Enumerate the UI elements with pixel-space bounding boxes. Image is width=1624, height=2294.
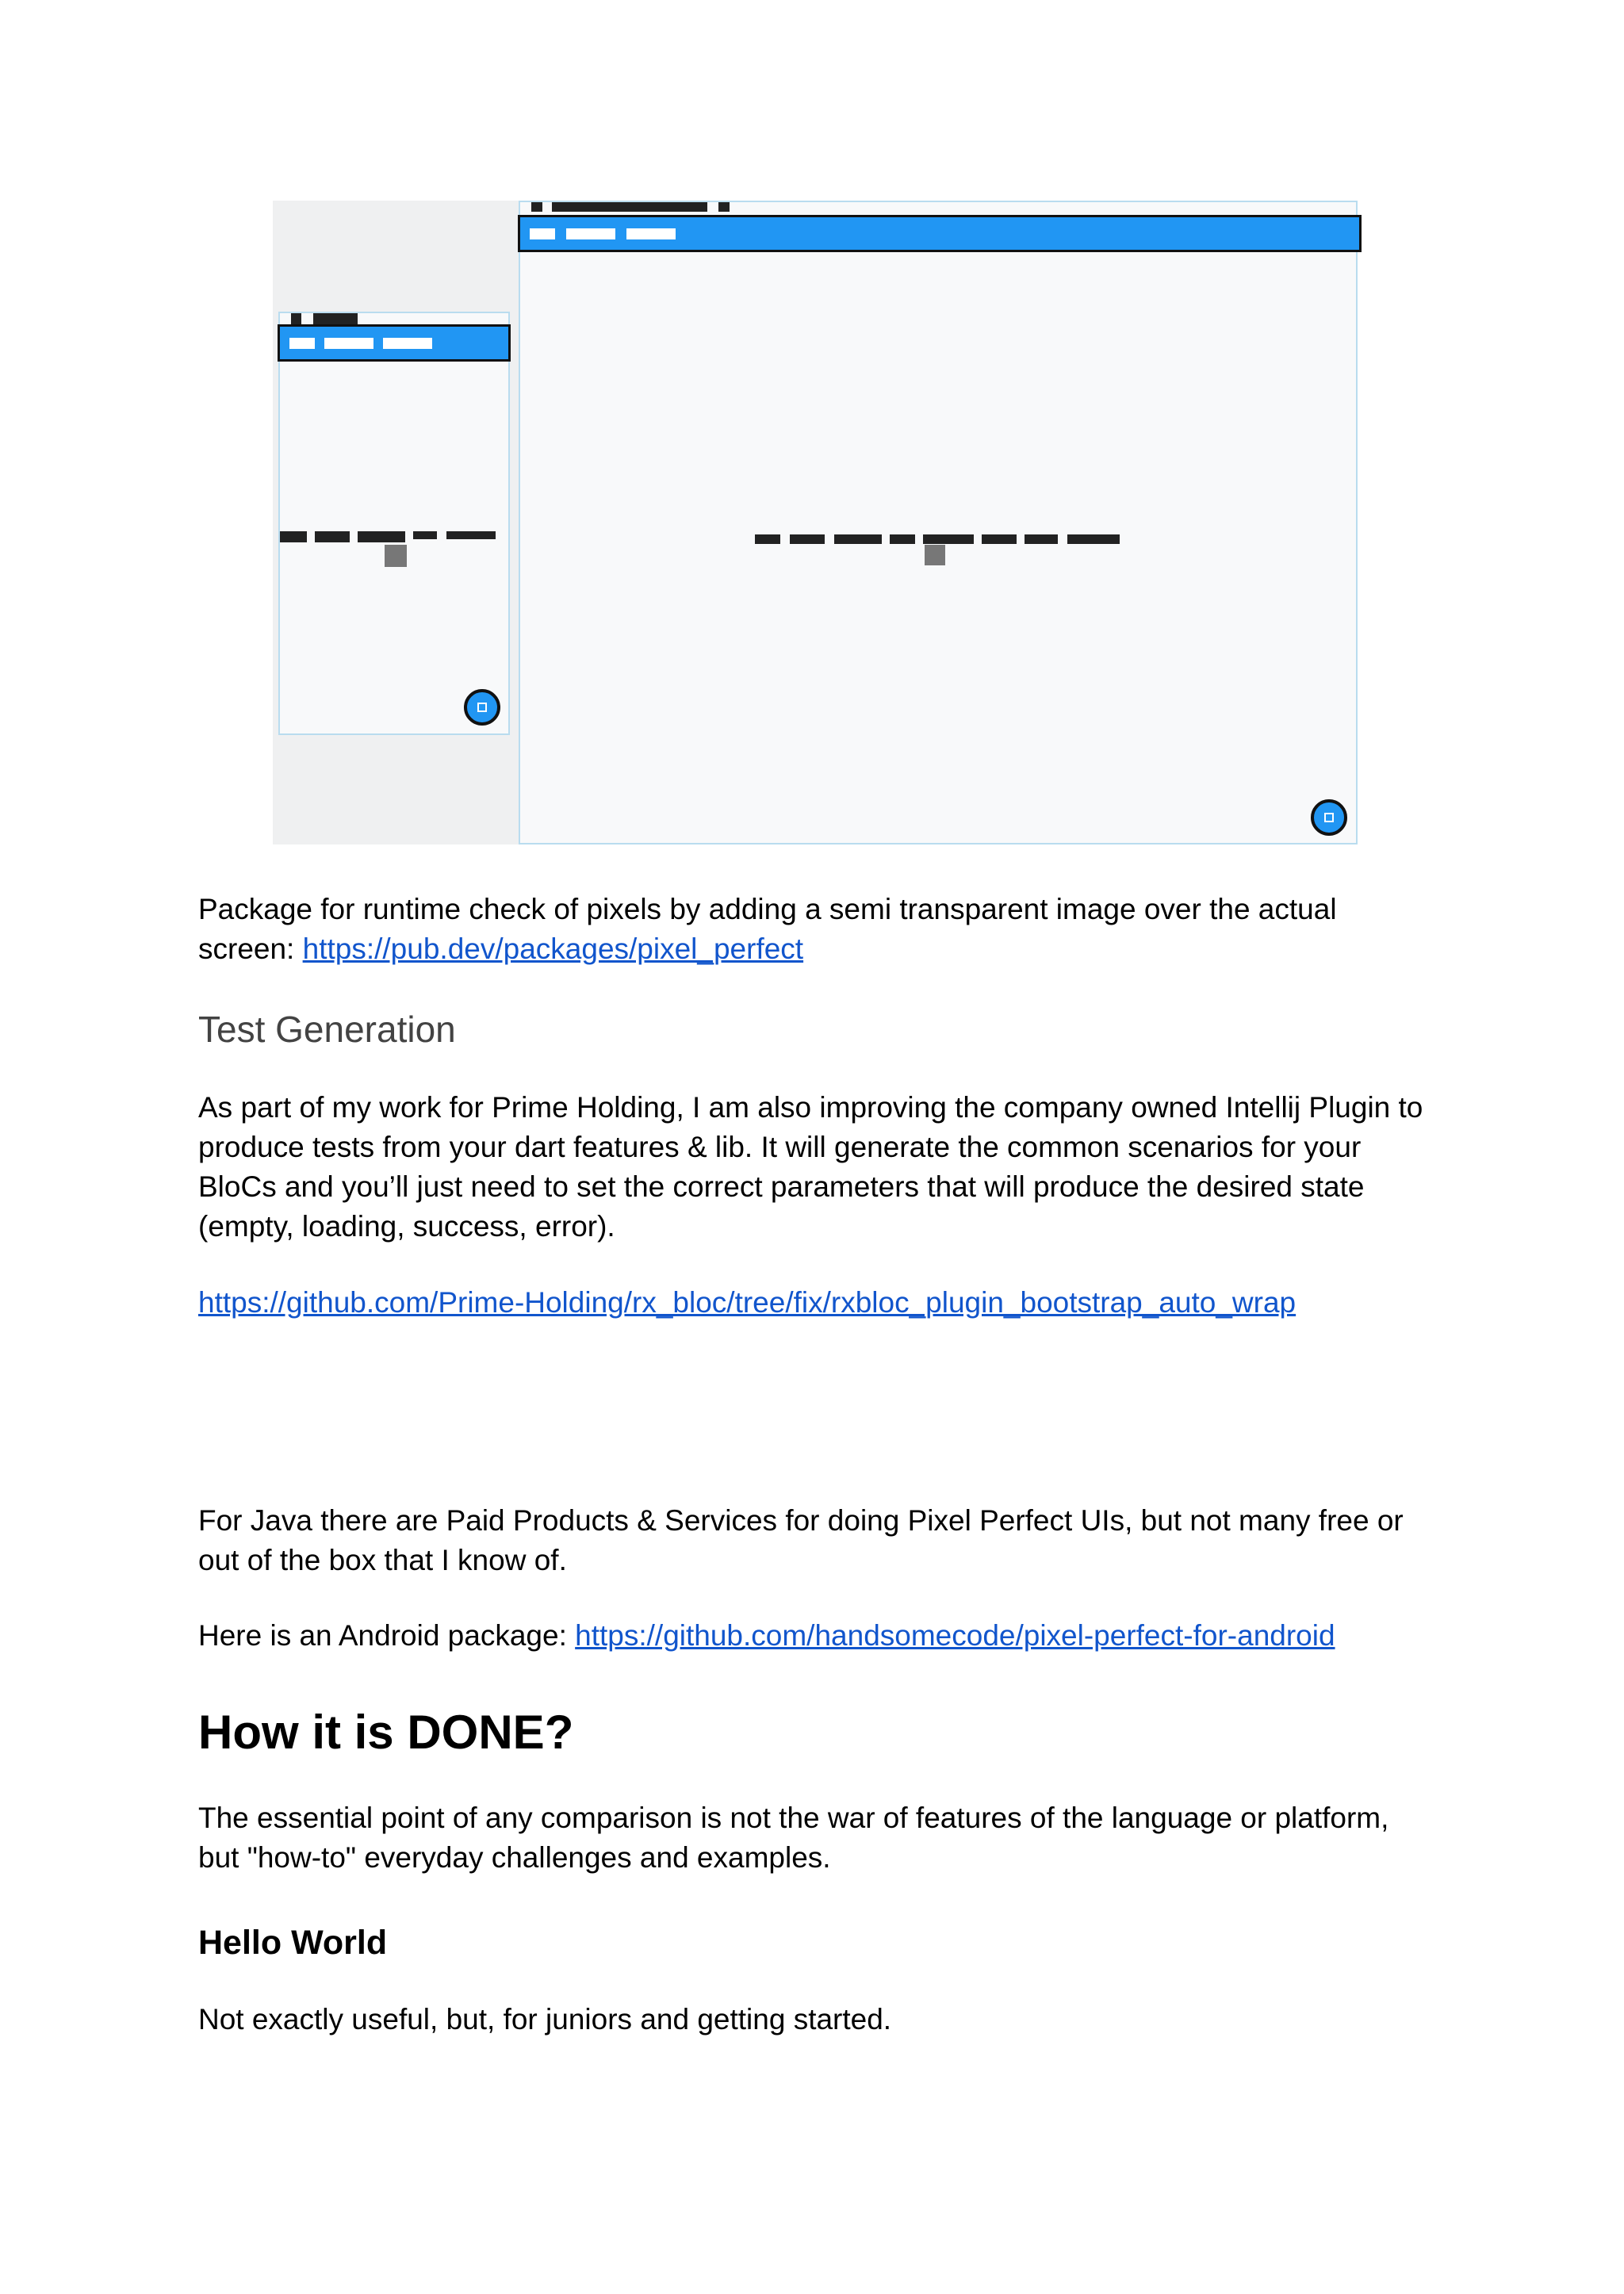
comparison-paragraph: The essential point of any comparison is not the war of features of the language or platform, but "how-to" everyday challenges and examples.	[198, 1802, 1389, 1874]
body-text-glyph	[790, 534, 825, 544]
pixel-perfect-package-paragraph	[198, 890, 1435, 969]
pixel-perfect-package-link[interactable]: https://pub.dev/packages/pixel_perfect	[302, 933, 804, 965]
android-package-paragraph	[198, 1616, 1435, 1656]
small-fab	[464, 689, 500, 726]
juniors-paragraph: Not exactly useful, but, for juniors and getting started.	[198, 2003, 892, 2035]
app-bar-title-glyph	[566, 228, 615, 239]
status-glyph	[313, 313, 358, 324]
square-icon	[477, 703, 487, 712]
body-text-glyph	[890, 534, 915, 544]
rx-bloc-link-paragraph	[198, 1283, 1435, 1323]
status-glyph	[552, 202, 707, 212]
test-generation-paragraph: As part of my work for Prime Holding, I am also improving the company owned Intellij Plugin to produce tests from your dart features & lib. It will generate the common scenarios for your BloCs and you’ll just need to set the correct parameters that will produce the desired state (empty, loading, success, error).	[198, 1091, 1423, 1243]
pixel-perfect-illustration	[273, 201, 1358, 844]
body-text-glyph	[982, 534, 1017, 544]
rx-bloc-link[interactable]: https://github.com/Prime-Holding/rx_bloc/tree/fix/rxbloc_plugin_bootstrap_auto_wrap	[198, 1286, 1297, 1319]
status-glyph	[718, 202, 730, 212]
body-text-glyph	[755, 534, 780, 544]
app-bar-title-glyph	[383, 338, 432, 349]
app-bar-title-glyph	[289, 338, 315, 349]
status-glyph	[531, 202, 542, 212]
counter-glyph	[925, 545, 945, 565]
square-icon	[1324, 813, 1334, 822]
large-fab	[1311, 799, 1347, 836]
large-app-frame	[519, 201, 1358, 844]
small-app-frame	[278, 312, 510, 735]
body-text-glyph	[1067, 534, 1120, 544]
body-text-glyph	[358, 531, 405, 542]
body-text-glyph	[1025, 534, 1058, 544]
status-glyph	[291, 313, 301, 324]
java-paragraph: For Java there are Paid Products & Services for doing Pixel Perfect UIs, but not many free or out of the box that I know of.	[198, 1504, 1404, 1576]
android-package-link[interactable]: https://github.com/handsomecode/pixel-perfect-for-android	[575, 1619, 1335, 1652]
body-text-glyph	[923, 534, 974, 544]
small-app-bar	[278, 324, 511, 362]
body-text-glyph	[280, 531, 307, 542]
paragraph-text: Package for runtime check of pixels by adding a semi transparent image over the actual screen:	[198, 893, 1337, 965]
test-generation-heading: Test Generation	[198, 1009, 456, 1050]
body-text-glyph	[315, 531, 350, 542]
counter-glyph	[385, 545, 407, 567]
body-text-glyph	[446, 531, 496, 539]
paragraph-text: Here is an Android package:	[198, 1619, 576, 1652]
how-it-is-done-heading: How it is DONE?	[198, 1706, 574, 1759]
app-bar-title-glyph	[626, 228, 676, 239]
body-text-glyph	[413, 531, 437, 539]
hello-world-heading: Hello World	[198, 1924, 388, 1962]
app-bar-title-glyph	[324, 338, 373, 349]
app-bar-title-glyph	[530, 228, 555, 239]
body-text-glyph	[834, 534, 882, 544]
large-app-bar	[518, 215, 1362, 252]
